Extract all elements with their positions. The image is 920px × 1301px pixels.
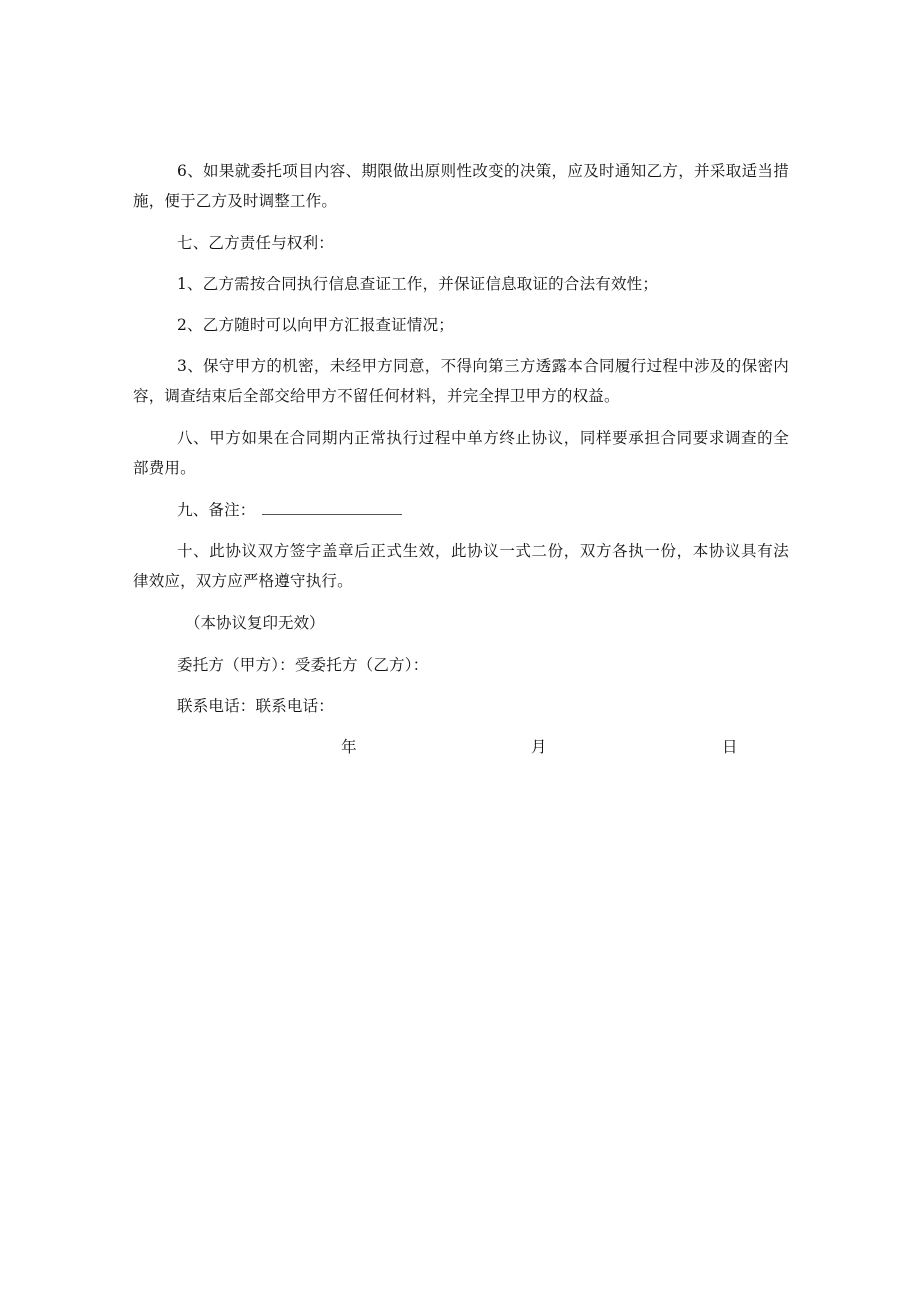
document-body (133, 156, 789, 762)
section-nine-remarks (133, 495, 789, 525)
copy-invalid-note: （本协议复印无效） (185, 614, 325, 632)
clause-seven-1-paragraph: 1、乙方需按合同执行信息查证工作，并保证信息取证的合法有效性； (177, 275, 659, 293)
section-eight-paragraph: 八、甲方如果在合同期内正常执行过程中单方终止协议，同样要承担合同要求调查的全部费用。 (133, 429, 789, 477)
clause-seven-2-paragraph: 2、乙方随时可以向甲方汇报查证情况； (177, 316, 454, 334)
section-seven-heading: 七、乙方责任与权利： (177, 234, 335, 252)
clause-6-paragraph: 6、如果就委托项目内容、期限做出原则性改变的决策，应及时通知乙方，并采取适当措施，便于乙方及时调整工作。 (133, 162, 789, 210)
clause-seven-3-paragraph: 3、保守甲方的机密，未经甲方同意，不得向第三方透露本合同履行过程中涉及的保密内容，调查结束后全部交给甲方不留任何材料，并完全捍卫甲方的权益。 (133, 357, 789, 405)
section-ten-paragraph: 十、此协议双方签字盖章后正式生效，此协议一式二份，双方各执一份，本协议具有法律效应，双方应严格遵守执行。 (133, 542, 789, 590)
remarks-blank-line (262, 500, 402, 515)
date-line (133, 732, 789, 762)
date-month: 月 (531, 738, 547, 756)
remarks-label: 九、备注： (177, 501, 256, 519)
date-day: 日 (722, 738, 738, 756)
phones-line: 联系电话：联系电话： (177, 697, 335, 715)
parties-line: 委托方（甲方）：受委托方（乙方）： (177, 656, 429, 674)
date-year: 年 (341, 738, 357, 756)
